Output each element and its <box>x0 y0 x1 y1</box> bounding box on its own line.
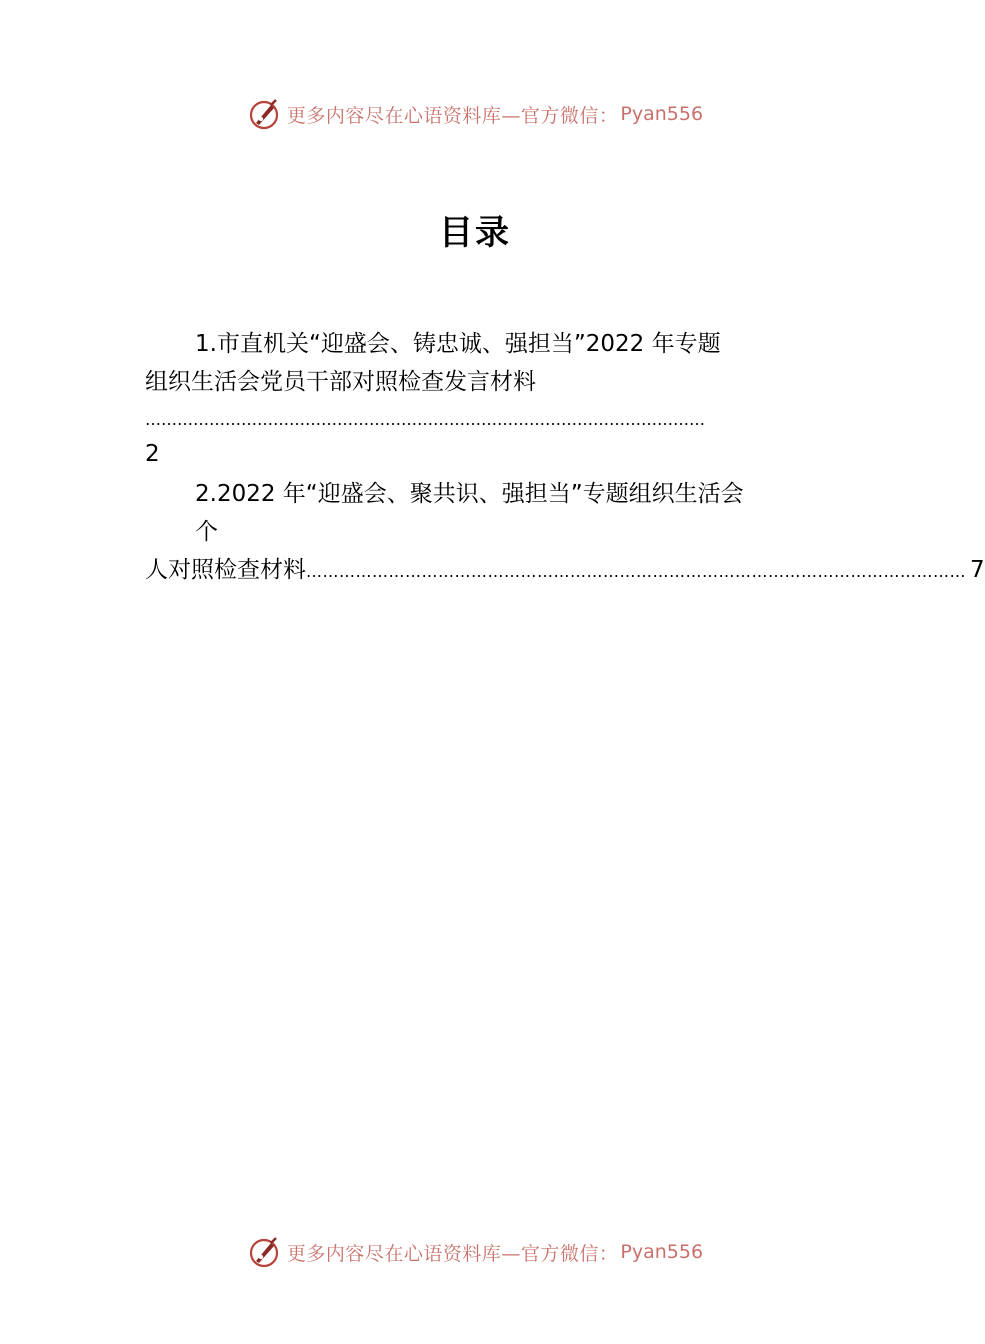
toc-entry-1-leader: …………………………………………………………………………………………… <box>145 410 705 429</box>
table-of-contents <box>145 325 985 591</box>
pen-seal-logo-icon <box>247 1235 281 1269</box>
watermark-wechat-id: Pyan556 <box>620 103 704 125</box>
watermark-text: 更多内容尽在心语资料库—官方微信： <box>286 104 619 127</box>
page-title: 目录 <box>439 213 511 253</box>
toc-entry-2-line-2: 个 <box>195 519 218 545</box>
toc-entry-1-page-number: 2 <box>145 441 160 467</box>
pen-seal-logo-icon <box>247 97 281 131</box>
toc-entry-2-leader: ………………………………………………………………………………………………………… <box>306 562 966 581</box>
watermark-wechat-id: Pyan556 <box>620 1241 704 1263</box>
toc-entry-1-line-2: 组织生活会党员干部对照检查发言材料 <box>145 369 536 395</box>
watermark-text: 更多内容尽在心语资料库—官方微信： <box>286 1242 619 1265</box>
toc-entry-2-line-1: 2.2022 年“迎盛会、聚共识、强担当”专题组织生活会 <box>195 481 744 507</box>
toc-entry-2-line-3: 人对照检查材料 <box>145 557 306 583</box>
toc-entry-2-line-3-row <box>145 551 985 591</box>
toc-entry-1-line-1: 1.市直机关“迎盛会、铸忠诚、强担当”2022 年专题 <box>195 331 721 357</box>
header-watermark <box>0 94 950 134</box>
toc-entry-2-page-number: 7 <box>970 557 985 583</box>
toc-entry-2[interactable] <box>145 475 985 591</box>
toc-entry-1[interactable] <box>145 325 835 473</box>
footer-watermark <box>0 1232 950 1272</box>
